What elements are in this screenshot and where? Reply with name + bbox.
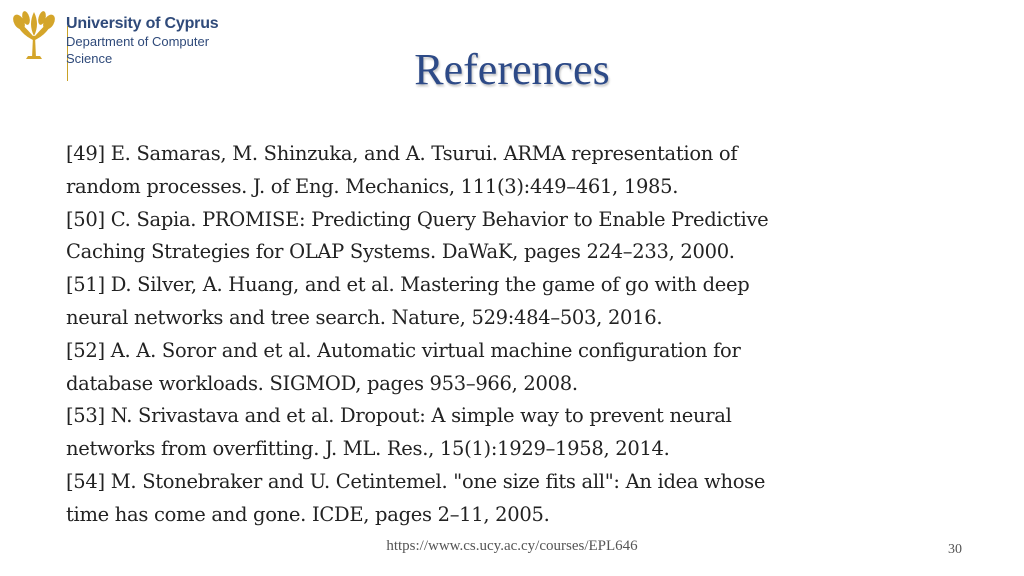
slide-title: References (414, 45, 610, 94)
university-name: University of Cyprus (66, 15, 219, 32)
reference-53-line-2: networks from overfitting. J. ML. Res., 15(1):1929–1958, 2014. (66, 437, 670, 461)
reference-51-line-2: neural networks and tree search. Nature, 529:484–503, 2016. (66, 305, 663, 329)
reference-50-line-2: Caching Strategies for OLAP Systems. DaWaK, pages 224–233, 2000. (66, 240, 735, 264)
reference-51-line-1: [51] D. Silver, A. Huang, and et al. Mastering the game of go with deep (66, 273, 750, 297)
reference-50-line-1: [50] C. Sapia. PROMISE: Predicting Query Behavior to Enable Predictive (66, 207, 769, 231)
reference-54-line-1: [54] M. Stonebraker and U. Cetintemel. "one size fits all": An idea whose (66, 469, 766, 493)
reference-54-line-2: time has come and gone. ICDE, pages 2–11, 2005. (66, 502, 550, 526)
reference-53-line-1: [53] N. Srivastava and et al. Dropout: A simple way to prevent neural (66, 404, 732, 428)
reference-52-line-1: [52] A. A. Soror and et al. Automatic virtual machine configuration for (66, 338, 741, 362)
reference-49-line-1: [49] E. Samaras, M. Shinzuka, and A. Tsurui. ARMA representation of (66, 142, 738, 165)
department-line-2: Science (66, 51, 113, 66)
page-number: 30 (948, 542, 962, 557)
reference-49-line-2: random processes. J. of Eng. Mechanics, 111(3):449–461, 1985. (66, 174, 679, 198)
reference-52-line-2: database workloads. SIGMOD, pages 953–966, 2008. (66, 371, 578, 395)
footer-url: https://www.cs.ucy.ac.cy/courses/EPL646 (386, 538, 638, 554)
department-line-1: Department of Computer (66, 34, 210, 49)
reference-list (66, 138, 826, 532)
